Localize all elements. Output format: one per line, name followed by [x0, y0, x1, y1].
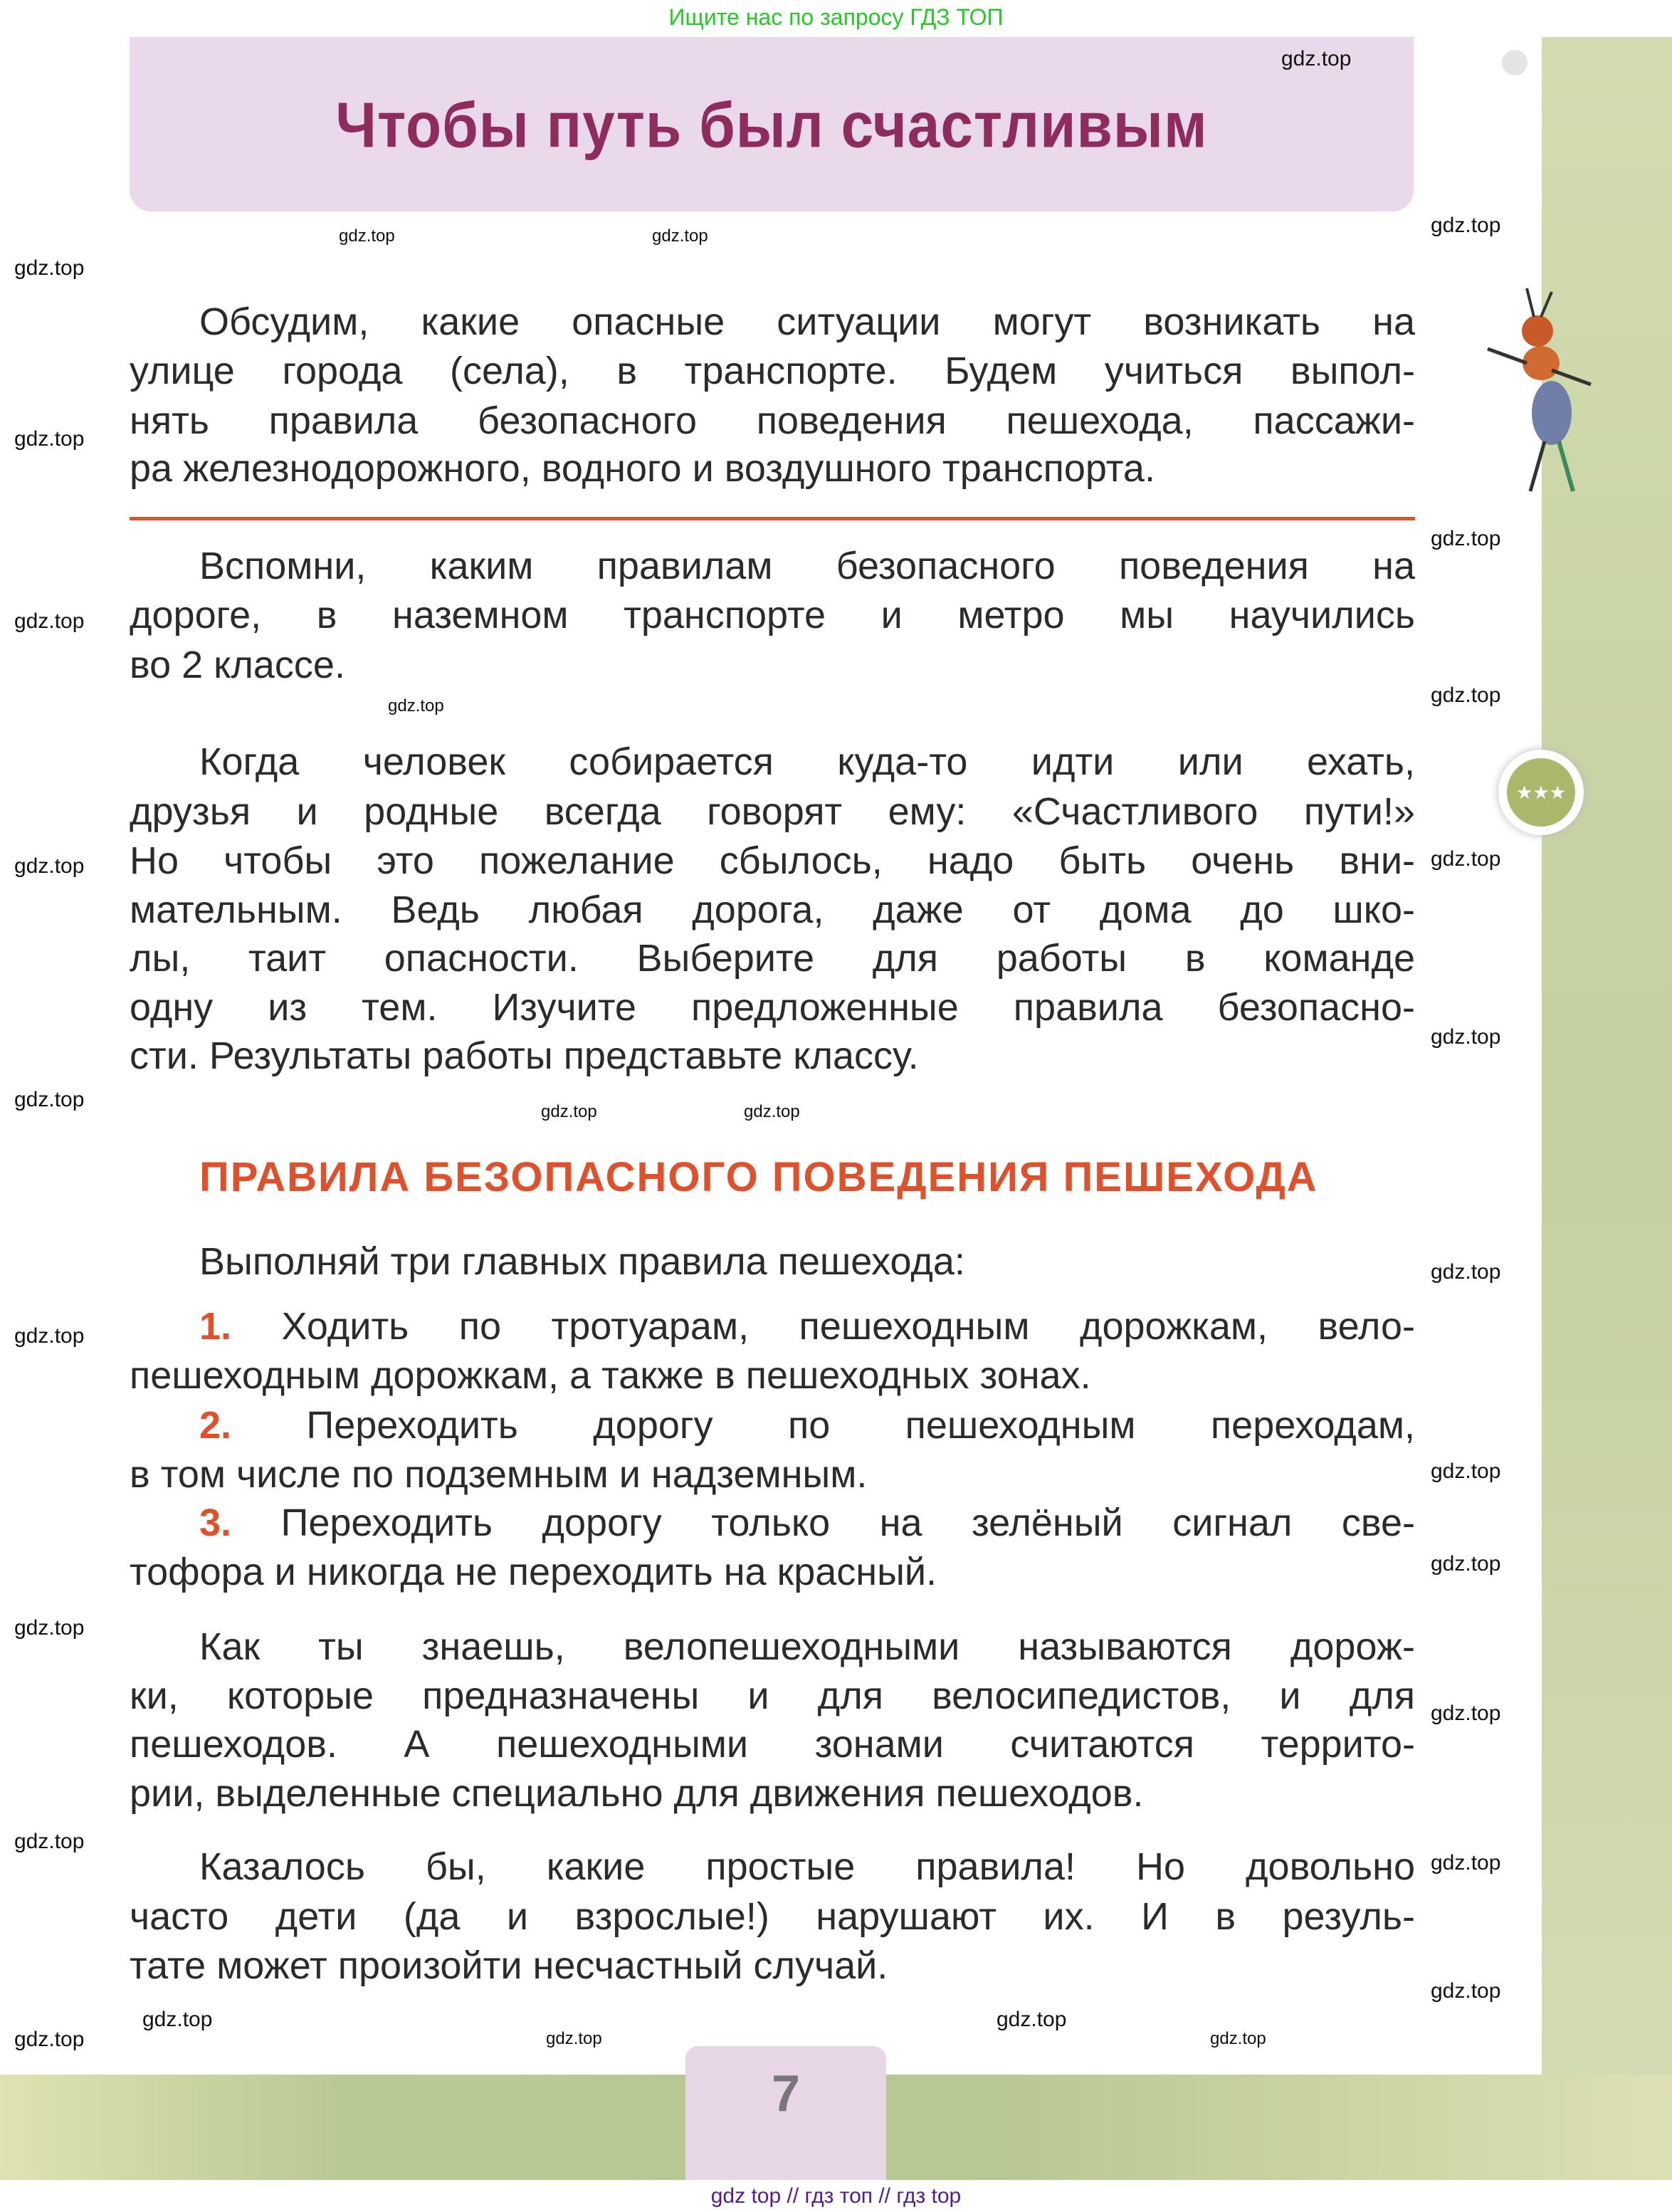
decorative-dot [1502, 50, 1528, 75]
intro-line: ра железнодорожного, водного и воздушного транспорта. [130, 447, 1155, 490]
recall-line: дороге, в наземном транспорте и метро мы научились [130, 594, 1415, 636]
page-number: 7 [771, 2065, 801, 2122]
section-divider [130, 517, 1415, 520]
watermark-text: gdz.top [14, 854, 85, 878]
watermark-text: gdz.top [1431, 214, 1501, 237]
intro-line: Обсудим, какие опасные ситуации могут возникать на [199, 300, 1415, 343]
rule-item [199, 1304, 1415, 1349]
closing-line: часто дети (да и взрослые!) нарушают их. И в резуль- [130, 1895, 1415, 1938]
watermark-text: gdz.top [1431, 1260, 1501, 1284]
rule-text: Переходить дорогу по пешеходным переходам, [306, 1404, 1415, 1447]
rule-item-continuation: тофора и никогда не переходить на красный. [130, 1551, 937, 1593]
closing-line: тате может произойти несчастный случай. [130, 1944, 888, 1987]
watermark-text: gdz.top [541, 1102, 597, 1121]
rule-number: 1. [199, 1305, 232, 1348]
task-line: друзья и родные всегда говорят ему: «Счастливого пути!» [130, 790, 1415, 833]
watermark-text: gdz.top [14, 1616, 85, 1640]
watermark-text: gdz.top [1431, 1025, 1501, 1049]
watermark-text: gdz.top [1431, 527, 1501, 550]
watermark-text: gdz.top [14, 1324, 85, 1348]
stars-icon: ★★★ [1507, 758, 1575, 827]
watermark-text: gdz.top [1431, 1552, 1501, 1576]
watermark-text: gdz.top [14, 2028, 85, 2051]
page-title: Чтобы путь был счастливым [335, 90, 1208, 162]
task-line: лы, таит опасности. Выберите для работы в команде [130, 937, 1415, 980]
watermark-text: gdz.top [652, 226, 708, 246]
watermark-text: gdz.top [142, 2008, 213, 2031]
rule-item [199, 1500, 1415, 1546]
rule-text: Ходить по тротуарам, пешеходным дорожкам, вело- [281, 1305, 1415, 1348]
ant-illustration-icon [1473, 278, 1602, 505]
task-line: Но чтобы это пожелание сбылось, надо быть очень вни- [130, 839, 1415, 882]
footer-watermark: gdz top // гдз топ // гдз top [710, 2184, 962, 2208]
watermark-text: gdz.top [997, 2008, 1067, 2031]
rule-number: 3. [199, 1501, 232, 1544]
task-line: сти. Результаты работы представьте классу. [130, 1034, 919, 1077]
rule-item-continuation: пешеходным дорожкам, а также в пешеходных зонах. [130, 1354, 1091, 1397]
watermark-text: gdz.top [1431, 1851, 1501, 1875]
task-line: Когда человек собирается куда-то идти или ехать, [199, 740, 1415, 783]
watermark-text: gdz.top [339, 226, 395, 246]
rule-text: Переходить дорогу только на зелёный сигнал све- [280, 1501, 1415, 1544]
rule-number: 2. [199, 1404, 232, 1447]
recall-line: Вспомни, каким правилам безопасного поведения на [199, 545, 1415, 587]
watermark-text: gdz.top [1431, 1979, 1501, 2003]
explain-line: рии, выделенные специально для движения пешеходов. [130, 1772, 1144, 1815]
explain-line: пешеходов. А пешеходными зонами считаются террито- [130, 1723, 1415, 1766]
watermark-text: gdz.top [546, 2029, 602, 2048]
watermark-text: gdz.top [1431, 847, 1501, 871]
watermark-text: gdz.top [14, 1830, 85, 1853]
explain-line: ки, которые предназначены и для велосипедистов, и для [130, 1674, 1415, 1717]
watermark-text: gdz.top [388, 696, 444, 716]
section-heading: ПРАВИЛА БЕЗОПАСНОГО ПОВЕДЕНИЯ ПЕШЕХОДА [199, 1154, 1318, 1200]
watermark-text: gdz.top [744, 1102, 800, 1121]
watermark-text: gdz.top [1281, 47, 1352, 70]
intro-line: улице города (села), в транспорте. Будем учиться выпол- [130, 350, 1415, 392]
watermark-text: gdz.top [1431, 1459, 1501, 1483]
rule-item-continuation: в том числе по подземным и надземным. [130, 1453, 868, 1496]
watermark-text: gdz.top [14, 609, 85, 633]
rule-item [199, 1403, 1415, 1448]
task-line: одну из тем. Изучите предложенные правила безопасно- [130, 986, 1415, 1029]
closing-line: Казалось бы, какие простые правила! Но довольно [199, 1845, 1415, 1888]
recall-line: во 2 классе. [130, 644, 345, 686]
watermark-text: gdz.top [1210, 2029, 1266, 2048]
explain-line: Как ты знаешь, велопешеходными называются дорож- [199, 1625, 1415, 1668]
watermark-text: gdz.top [14, 427, 85, 451]
intro-line: нять правила безопасного поведения пешехода, пассажи- [130, 399, 1415, 442]
top-banner: Ищите нас по запросу ГДЗ ТОП [668, 4, 1004, 30]
watermark-text: gdz.top [1431, 683, 1501, 707]
watermark-text: gdz.top [14, 1088, 85, 1111]
rules-intro: Выполняй три главных правила пешехода: [199, 1240, 965, 1283]
watermark-text: gdz.top [14, 256, 85, 280]
watermark-text: gdz.top [1431, 1702, 1501, 1725]
task-line: мательным. Ведь любая дорога, даже от дома до шко- [130, 889, 1415, 931]
